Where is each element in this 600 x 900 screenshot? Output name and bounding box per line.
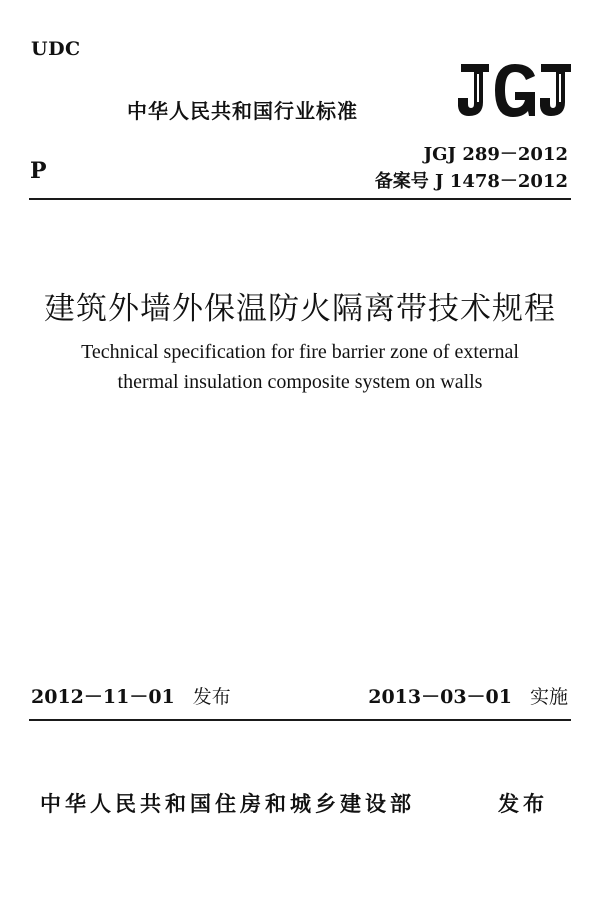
- publish-label: 发布: [192, 686, 231, 708]
- title-english-line2: thermal insulation composite system on walls: [117, 371, 483, 393]
- record-number: 备案号 J 1478－2012: [374, 171, 568, 192]
- effective-label: 实施: [529, 686, 568, 708]
- issuer-name: 中华人民共和国住房和城乡建设部: [40, 792, 415, 816]
- jgj-logo-icon: [455, 60, 573, 120]
- title-chinese: 建筑外墙外保温防火隔离带技术规程: [44, 291, 556, 327]
- standard-code: JGJ 289－2012: [423, 144, 568, 165]
- bottom-divider: [29, 719, 571, 721]
- classification-letter: P: [30, 158, 47, 184]
- udc-label: UDC: [31, 38, 81, 60]
- effective-date: 2013－03－01: [368, 686, 512, 708]
- title-english-line1: Technical specification for fire barrier zone of external: [81, 341, 519, 363]
- publish-date-block: [31, 682, 231, 709]
- issuer-verb: 发布: [498, 792, 548, 816]
- top-divider: [29, 198, 571, 200]
- industry-standard-heading: 中华人民共和国行业标准: [127, 99, 358, 123]
- effective-date-block: [368, 682, 568, 709]
- publish-date: 2012－11－01: [31, 686, 175, 708]
